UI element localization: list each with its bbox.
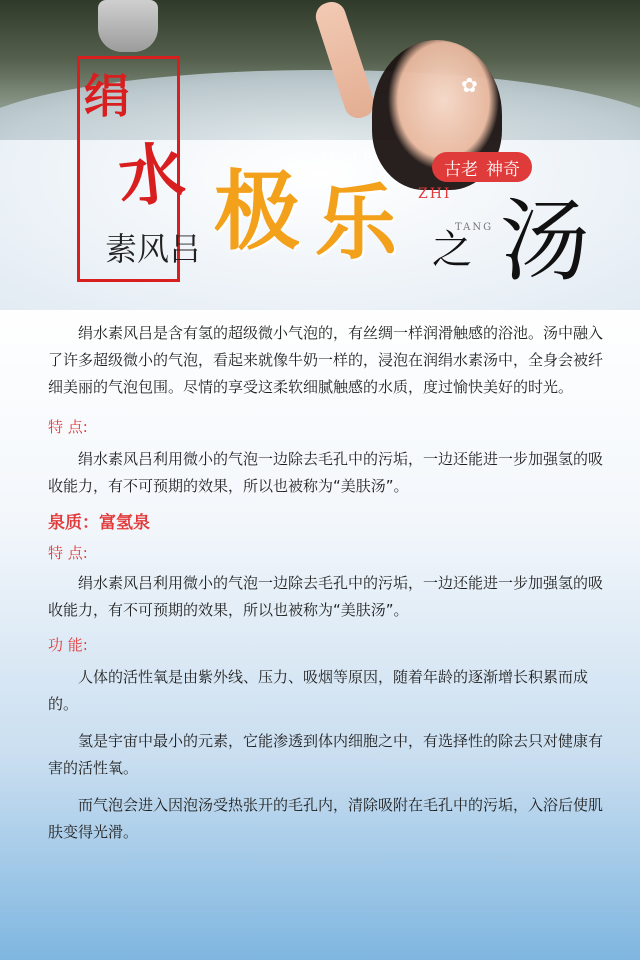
pinyin-zhi: ZHI	[418, 186, 452, 202]
intro-paragraph: 绢水素风吕是含有氢的超级微小气泡的，有丝绸一样润滑触感的浴池。汤中融入了许多超级微小的气泡，看起来就像牛奶一样的，浸泡在润绢水素汤中，全身会被纤细美丽的气泡包围。尽情的享受这柔软细腻触感的水质，度过愉快美好的时光。	[48, 324, 604, 396]
function-paragraph-1: 人体的活性氧是由紫外线、压力、吸烟等原因，随着年龄的逐渐增长积累而成的。	[48, 668, 589, 713]
features-label-2: 特 点:	[48, 544, 88, 562]
badge-ancient-magic	[432, 152, 532, 182]
badge-right-text: 神奇	[486, 159, 520, 180]
function-paragraph-2: 氢是宇宙中最小的元素，它能渗透到体内细胞之中，有选择性的除去只对健康有害的活性氧。	[48, 732, 604, 777]
function-paragraph-3: 而气泡会进入因泡汤受热张开的毛孔内，清除吸附在毛孔中的污垢，入浴后使肌肤变得光滑。	[48, 796, 604, 841]
features-label-1: 特 点:	[48, 418, 88, 436]
functions-label: 功 能:	[48, 636, 88, 654]
badge-left-text: 古老	[444, 159, 478, 180]
title-char-ji: 极	[214, 161, 300, 262]
fountain	[98, 0, 158, 52]
title-char-le: 乐	[315, 175, 398, 271]
flower-icon: ✿	[461, 73, 478, 97]
features-paragraph-2: 绢水素风吕利用微小的气泡一边除去毛孔中的污垢，一边还能进一步加强氢的吸收能力，有不可预期的效果，所以也被称为“美肤汤”。	[48, 574, 604, 619]
pinyin-ji: JI	[322, 150, 338, 166]
brand-subtitle: 素风吕	[105, 230, 202, 268]
spring-type: 泉质：富氢泉	[48, 513, 150, 533]
brand-char-shui: 水	[114, 132, 189, 218]
title-char-tang: 汤	[500, 189, 590, 294]
title-char-zhi: 之	[432, 227, 472, 273]
pinyin-tang: TANG	[455, 222, 494, 233]
pinyin-le: LE	[352, 150, 376, 166]
features-paragraph-1: 绢水素风吕利用微小的气泡一边除去毛孔中的污垢，一边还能进一步加强氢的吸收能力，有不可预期的效果，所以也被称为“美肤汤”。	[48, 450, 604, 495]
brand-char-juan: 绢	[84, 69, 130, 123]
